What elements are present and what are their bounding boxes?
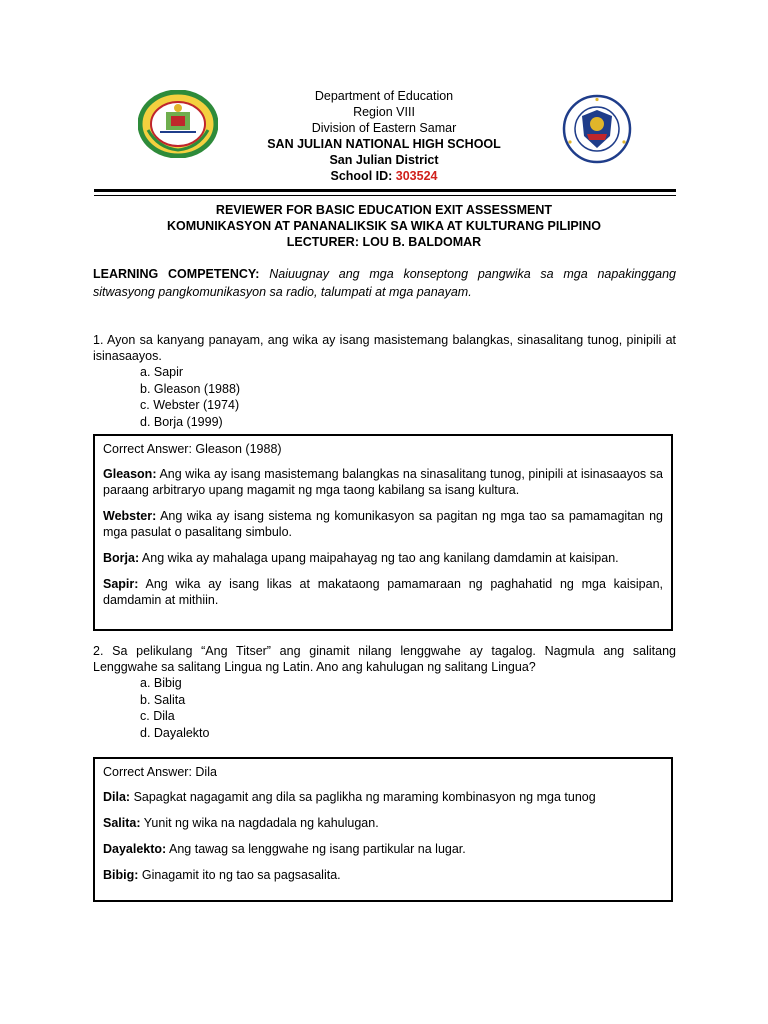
answer-box-1 bbox=[93, 434, 673, 631]
choice-b: b. Salita bbox=[140, 692, 186, 707]
choice-d: d. Borja (1999) bbox=[140, 414, 223, 429]
explanation bbox=[103, 508, 663, 540]
question-1 bbox=[93, 332, 676, 430]
explanation bbox=[103, 550, 663, 566]
explanation-term: Dila: bbox=[103, 790, 131, 804]
explanation-text: Ginagamit ito ng tao sa pagsasalita. bbox=[138, 868, 341, 882]
title-line-1: REVIEWER FOR BASIC EDUCATION EXIT ASSESSMENT bbox=[215, 203, 553, 217]
competency-text: Naiuugnay ang mga konseptong pangwika sa mga napakinggang sitwasyong pangkomunikasyon sa radio, talumpati at mga panayam. bbox=[93, 267, 676, 299]
explanation-term: Sapir: bbox=[103, 577, 139, 591]
question-2-prompt: 2. Sa pelikulang “Ang Titser” ang ginamit nilang lenggwahe ay tagalog. Nagmula ang salitang Lenggwahe sa salitang Lingua ng Latin. Ano ang kahulugan ng salitang Lingua? bbox=[93, 644, 676, 674]
header-divider-thick bbox=[94, 189, 676, 192]
answer-box-2 bbox=[93, 757, 673, 902]
correct-answer-label: Correct Answer: bbox=[103, 442, 196, 456]
choice-d: d. Dayalekto bbox=[140, 725, 210, 740]
district-name: San Julian District bbox=[329, 153, 439, 167]
choice-b: b. Gleason (1988) bbox=[140, 381, 241, 396]
explanation-term: Dayalekto: bbox=[103, 842, 167, 856]
school-name: SAN JULIAN NATIONAL HIGH SCHOOL bbox=[267, 137, 501, 151]
choice-c: c. Dila bbox=[140, 709, 175, 723]
header-divider-thin bbox=[94, 195, 676, 196]
letterhead bbox=[0, 88, 768, 184]
correct-answer bbox=[103, 764, 663, 780]
explanation bbox=[103, 576, 663, 608]
choice-a: a. Sapir bbox=[140, 365, 184, 379]
explanation-text: Sapagkat nagagamit ang dila sa paglikha ng maraming kombinasyon ng mga tunog bbox=[130, 790, 596, 804]
region-name: Region VIII bbox=[353, 105, 415, 119]
competency-label: LEARNING COMPETENCY: bbox=[93, 267, 260, 281]
explanation-text: Ang wika ay isang sistema ng komunikasyon sa pagitan ng mga tao sa pamamagitan ng mga pasulat o pasalitang simbulo. bbox=[103, 509, 663, 539]
school-id-value: 303524 bbox=[395, 169, 438, 183]
title-line-3: LECTURER: LOU B. BALDOMAR bbox=[286, 235, 482, 249]
question-2-choices bbox=[93, 675, 676, 741]
choice-c: c. Webster (1974) bbox=[140, 398, 240, 412]
explanation-term: Webster: bbox=[103, 509, 157, 523]
explanation-text: Ang wika ay isang likas at makataong pamamaraan ng paghahatid ng mga kaisipan, damdamin at mithiin. bbox=[103, 577, 663, 607]
division-name: Division of Eastern Samar bbox=[311, 121, 457, 135]
explanation bbox=[103, 815, 663, 831]
learning-competency bbox=[93, 265, 676, 301]
department-name: Department of Education bbox=[314, 89, 454, 103]
question-1-prompt: 1. Ayon sa kanyang panayam, ang wika ay isang masistemang balangkas, sinasalitang tunog, pinipili at isinasaayos. bbox=[93, 333, 676, 363]
correct-answer-value: Dila bbox=[195, 765, 217, 779]
school-id bbox=[0, 168, 768, 184]
explanation-term: Borja: bbox=[103, 551, 140, 565]
explanation-text: Yunit ng wika na nagdadala ng kahulugan. bbox=[140, 816, 379, 830]
explanation bbox=[103, 867, 663, 883]
correct-answer bbox=[103, 441, 663, 457]
correct-answer-value: Gleason (1988) bbox=[195, 442, 282, 456]
explanation bbox=[103, 789, 663, 805]
explanation bbox=[103, 841, 663, 857]
explanation-text: Ang tawag sa lenggwahe ng isang partikular na lugar. bbox=[166, 842, 466, 856]
document-title bbox=[0, 202, 768, 250]
correct-answer-label: Correct Answer: bbox=[103, 765, 196, 779]
choice-a: a. Bibig bbox=[140, 676, 182, 690]
explanation bbox=[103, 466, 663, 498]
title-line-2: KOMUNIKASYON AT PANANALIKSIK SA WIKA AT KULTURANG PILIPINO bbox=[166, 219, 601, 233]
question-1-choices bbox=[93, 364, 676, 430]
question-2 bbox=[93, 643, 676, 741]
explanation-term: Salita: bbox=[103, 816, 141, 830]
explanation-text: Ang wika ay isang masistemang balangkas na sinasalitang tunog, pinipili at isinasaayos sa paraang arbitraryo upang magamit ng mga taong kabilang sa isang kultura. bbox=[103, 467, 663, 497]
school-id-label: School ID: bbox=[330, 169, 396, 183]
explanation-term: Gleason: bbox=[103, 467, 157, 481]
explanation-term: Bibig: bbox=[103, 868, 139, 882]
explanation-text: Ang wika ay mahalaga upang maipahayag ng tao ang kanilang damdamin at kaisipan. bbox=[139, 551, 619, 565]
